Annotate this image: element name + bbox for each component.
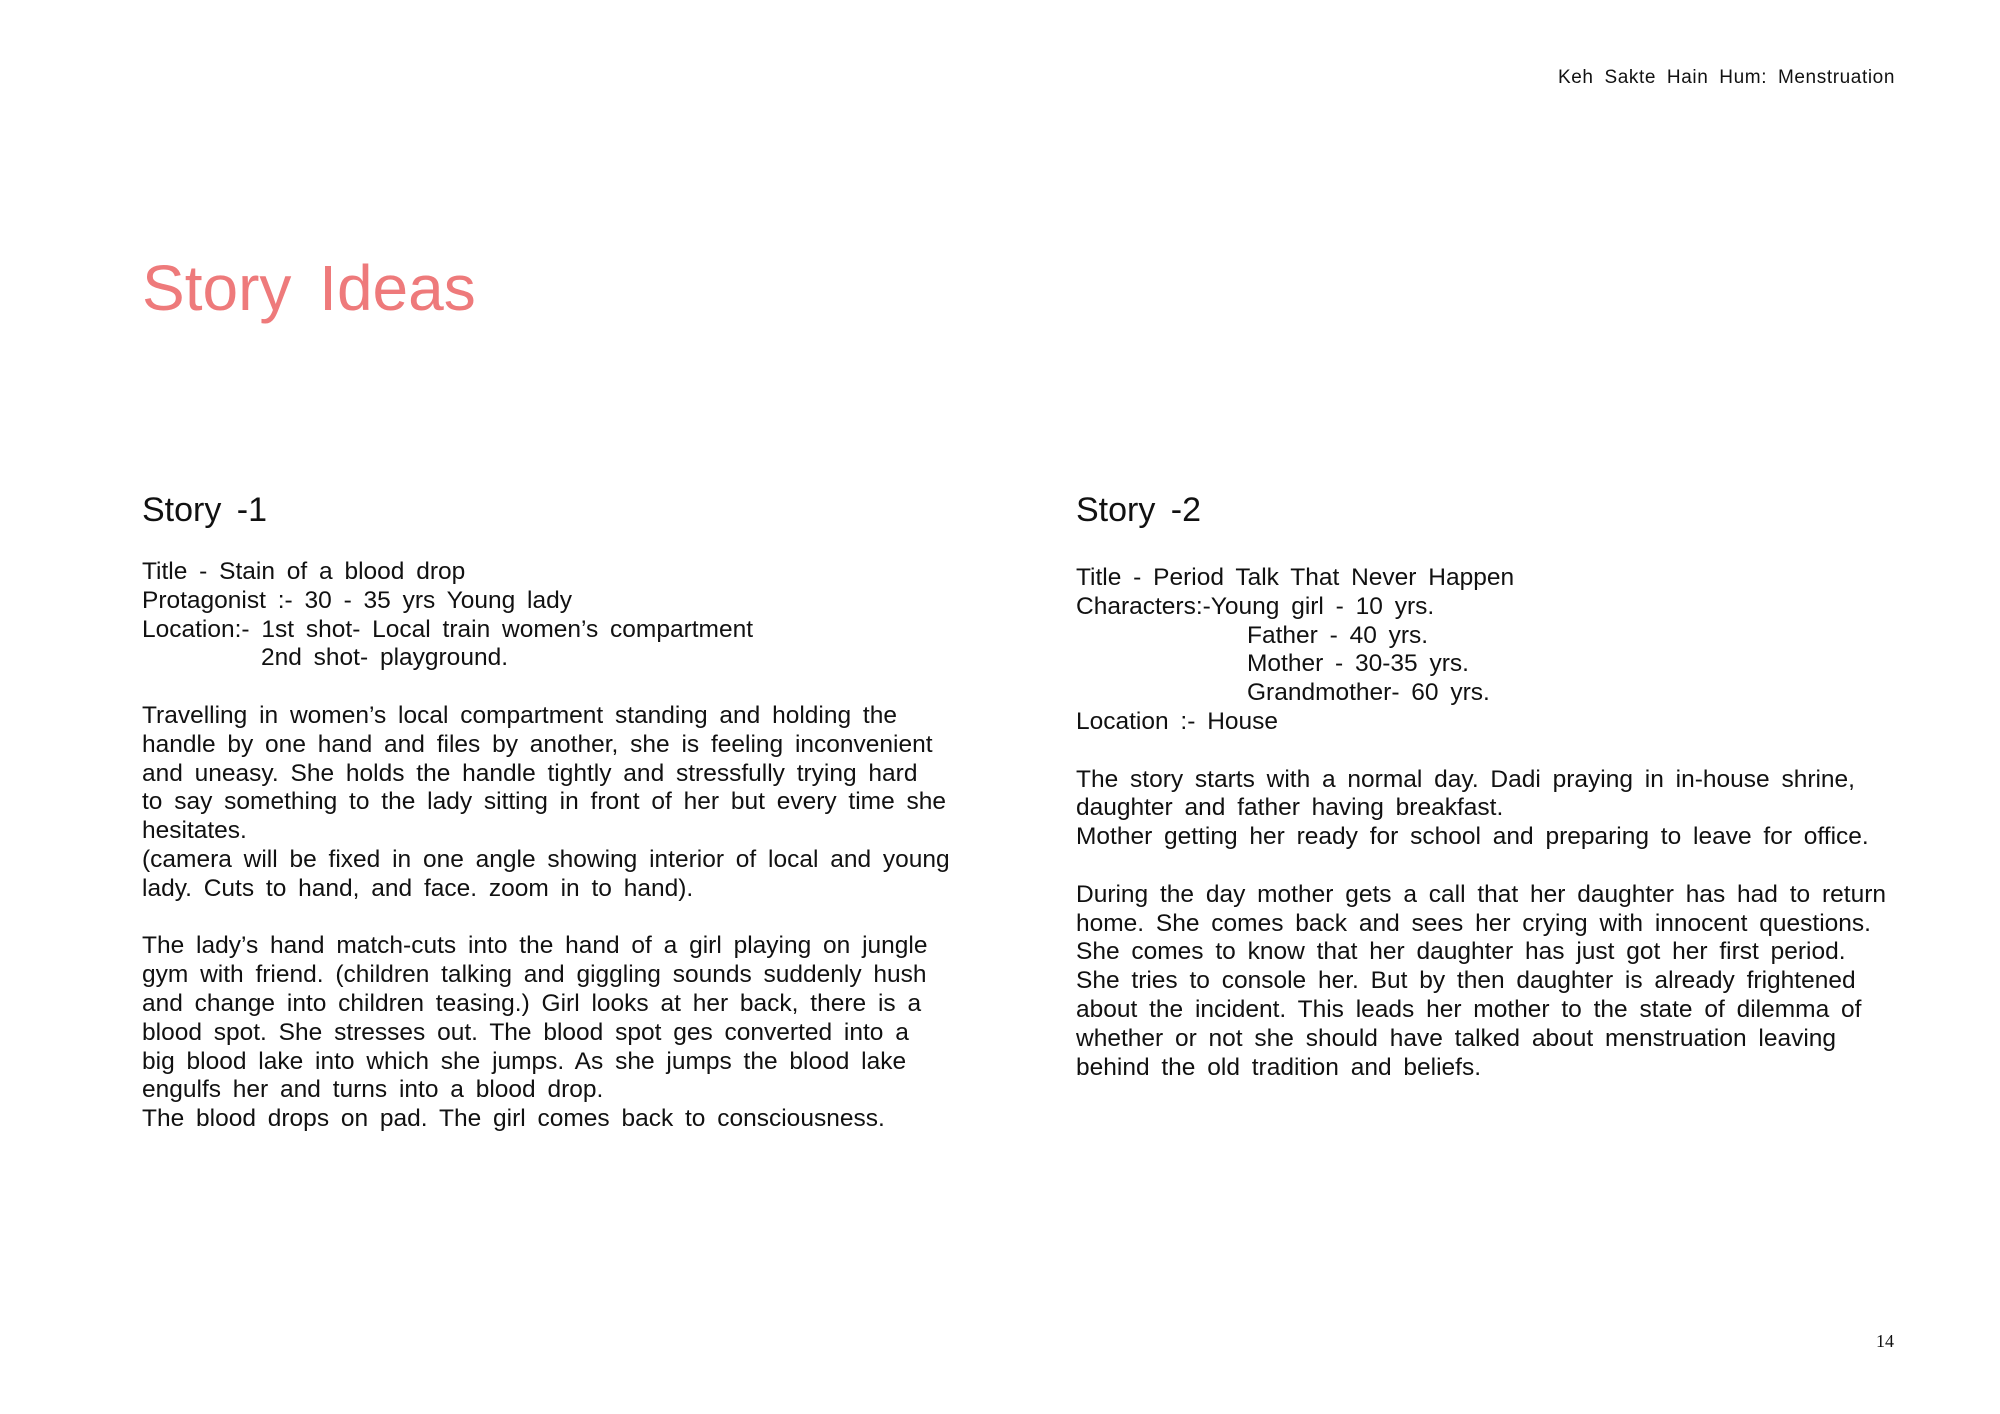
story-1-location-line: Location:- 1st shot- Local train women’s compartment bbox=[142, 615, 754, 643]
story-2-title-line: Title - Period Talk That Never Happen bbox=[1076, 564, 1515, 591]
text-line: big blood lake into which she jumps. As she jumps the blood lake bbox=[142, 1047, 907, 1075]
page-number: 14 bbox=[1876, 1331, 1894, 1351]
text-line: whether or not she should have talked about menstruation leaving bbox=[1076, 1024, 1837, 1052]
text-line: The blood drops on pad. The girl comes back to consciousness. bbox=[142, 1105, 885, 1133]
running-header: Keh Sakte Hain Hum: Menstruation bbox=[1557, 67, 1895, 88]
story-2-character-mother: Mother - 30-35 yrs. bbox=[1247, 650, 1469, 678]
text-line: She tries to console her. But by then daughter is already frightened bbox=[1076, 967, 1856, 995]
story-2-characters-line: Characters:-Young girl - 10 yrs. bbox=[1076, 592, 1435, 620]
story-2-character-grandmother: Grandmother- 60 yrs. bbox=[1247, 679, 1490, 707]
text-line: lady. Cuts to hand, and face. zoom in to hand). bbox=[142, 874, 694, 902]
story-1-column bbox=[142, 490, 972, 1134]
text-line: and change into children teasing.) Girl looks at her back, there is a bbox=[142, 989, 922, 1017]
story-2-paragraph-1 bbox=[1076, 766, 1906, 852]
text-line: (camera will be fixed in one angle showing interior of local and young bbox=[142, 845, 950, 873]
story-1-protagonist-line: Protagonist :- 30 - 35 yrs Young lady bbox=[142, 586, 572, 614]
text-line: handle by one hand and files by another, she is feeling inconvenient bbox=[142, 730, 933, 758]
text-line: She comes to know that her daughter has just got her first period. bbox=[1076, 938, 1846, 966]
text-line: about the incident. This leads her mother to the state of dilemma of bbox=[1076, 995, 1862, 1023]
paragraph-gap bbox=[1076, 852, 1906, 881]
text-line: and uneasy. She holds the handle tightly and stressfully trying hard bbox=[142, 759, 918, 787]
story-2-character-father: Father - 40 yrs. bbox=[1247, 621, 1429, 649]
story-1-heading: Story -1 bbox=[142, 491, 268, 529]
text-line: Travelling in women’s local compartment standing and holding the bbox=[142, 701, 897, 729]
story-1-paragraph-1 bbox=[142, 702, 972, 904]
paragraph-gap bbox=[1076, 737, 1906, 766]
text-line: gym with friend. (children talking and giggling sounds suddenly hush bbox=[142, 961, 927, 989]
paragraph-gap bbox=[142, 673, 972, 702]
story-2-paragraph-2 bbox=[1076, 881, 1906, 1083]
text-line: daughter and father having breakfast. bbox=[1076, 794, 1504, 822]
text-line: During the day mother gets a call that her daughter has had to return bbox=[1076, 880, 1886, 908]
story-1-location-line: 2nd shot- playground. bbox=[261, 644, 508, 672]
text-line: The lady’s hand match-cuts into the hand of a girl playing on jungle bbox=[142, 932, 928, 960]
story-2-details bbox=[1076, 564, 1906, 737]
paragraph-gap bbox=[142, 904, 972, 933]
text-line: Mother getting her ready for school and preparing to leave for office. bbox=[1076, 823, 1869, 851]
story-2-location-line: Location :- House bbox=[1076, 707, 1279, 735]
story-1-paragraph-2 bbox=[142, 932, 972, 1134]
story-1-title-line: Title - Stain of a blood drop bbox=[142, 558, 466, 585]
text-line: blood spot. She stresses out. The blood spot ges converted into a bbox=[142, 1018, 909, 1046]
page-title: Story Ideas bbox=[142, 252, 476, 324]
text-line: home. She comes back and sees her crying with innocent questions. bbox=[1076, 909, 1871, 937]
story-2-column bbox=[1076, 490, 1906, 1082]
story-2-heading: Story -2 bbox=[1076, 491, 1202, 529]
text-line: to say something to the lady sitting in front of her but every time she bbox=[142, 788, 947, 816]
text-line: hesitates. bbox=[142, 817, 247, 845]
text-line: engulfs her and turns into a blood drop. bbox=[142, 1076, 604, 1104]
text-line: The story starts with a normal day. Dadi praying in in-house shrine, bbox=[1076, 765, 1855, 793]
story-1-details bbox=[142, 558, 972, 673]
text-line: behind the old tradition and beliefs. bbox=[1076, 1053, 1482, 1081]
